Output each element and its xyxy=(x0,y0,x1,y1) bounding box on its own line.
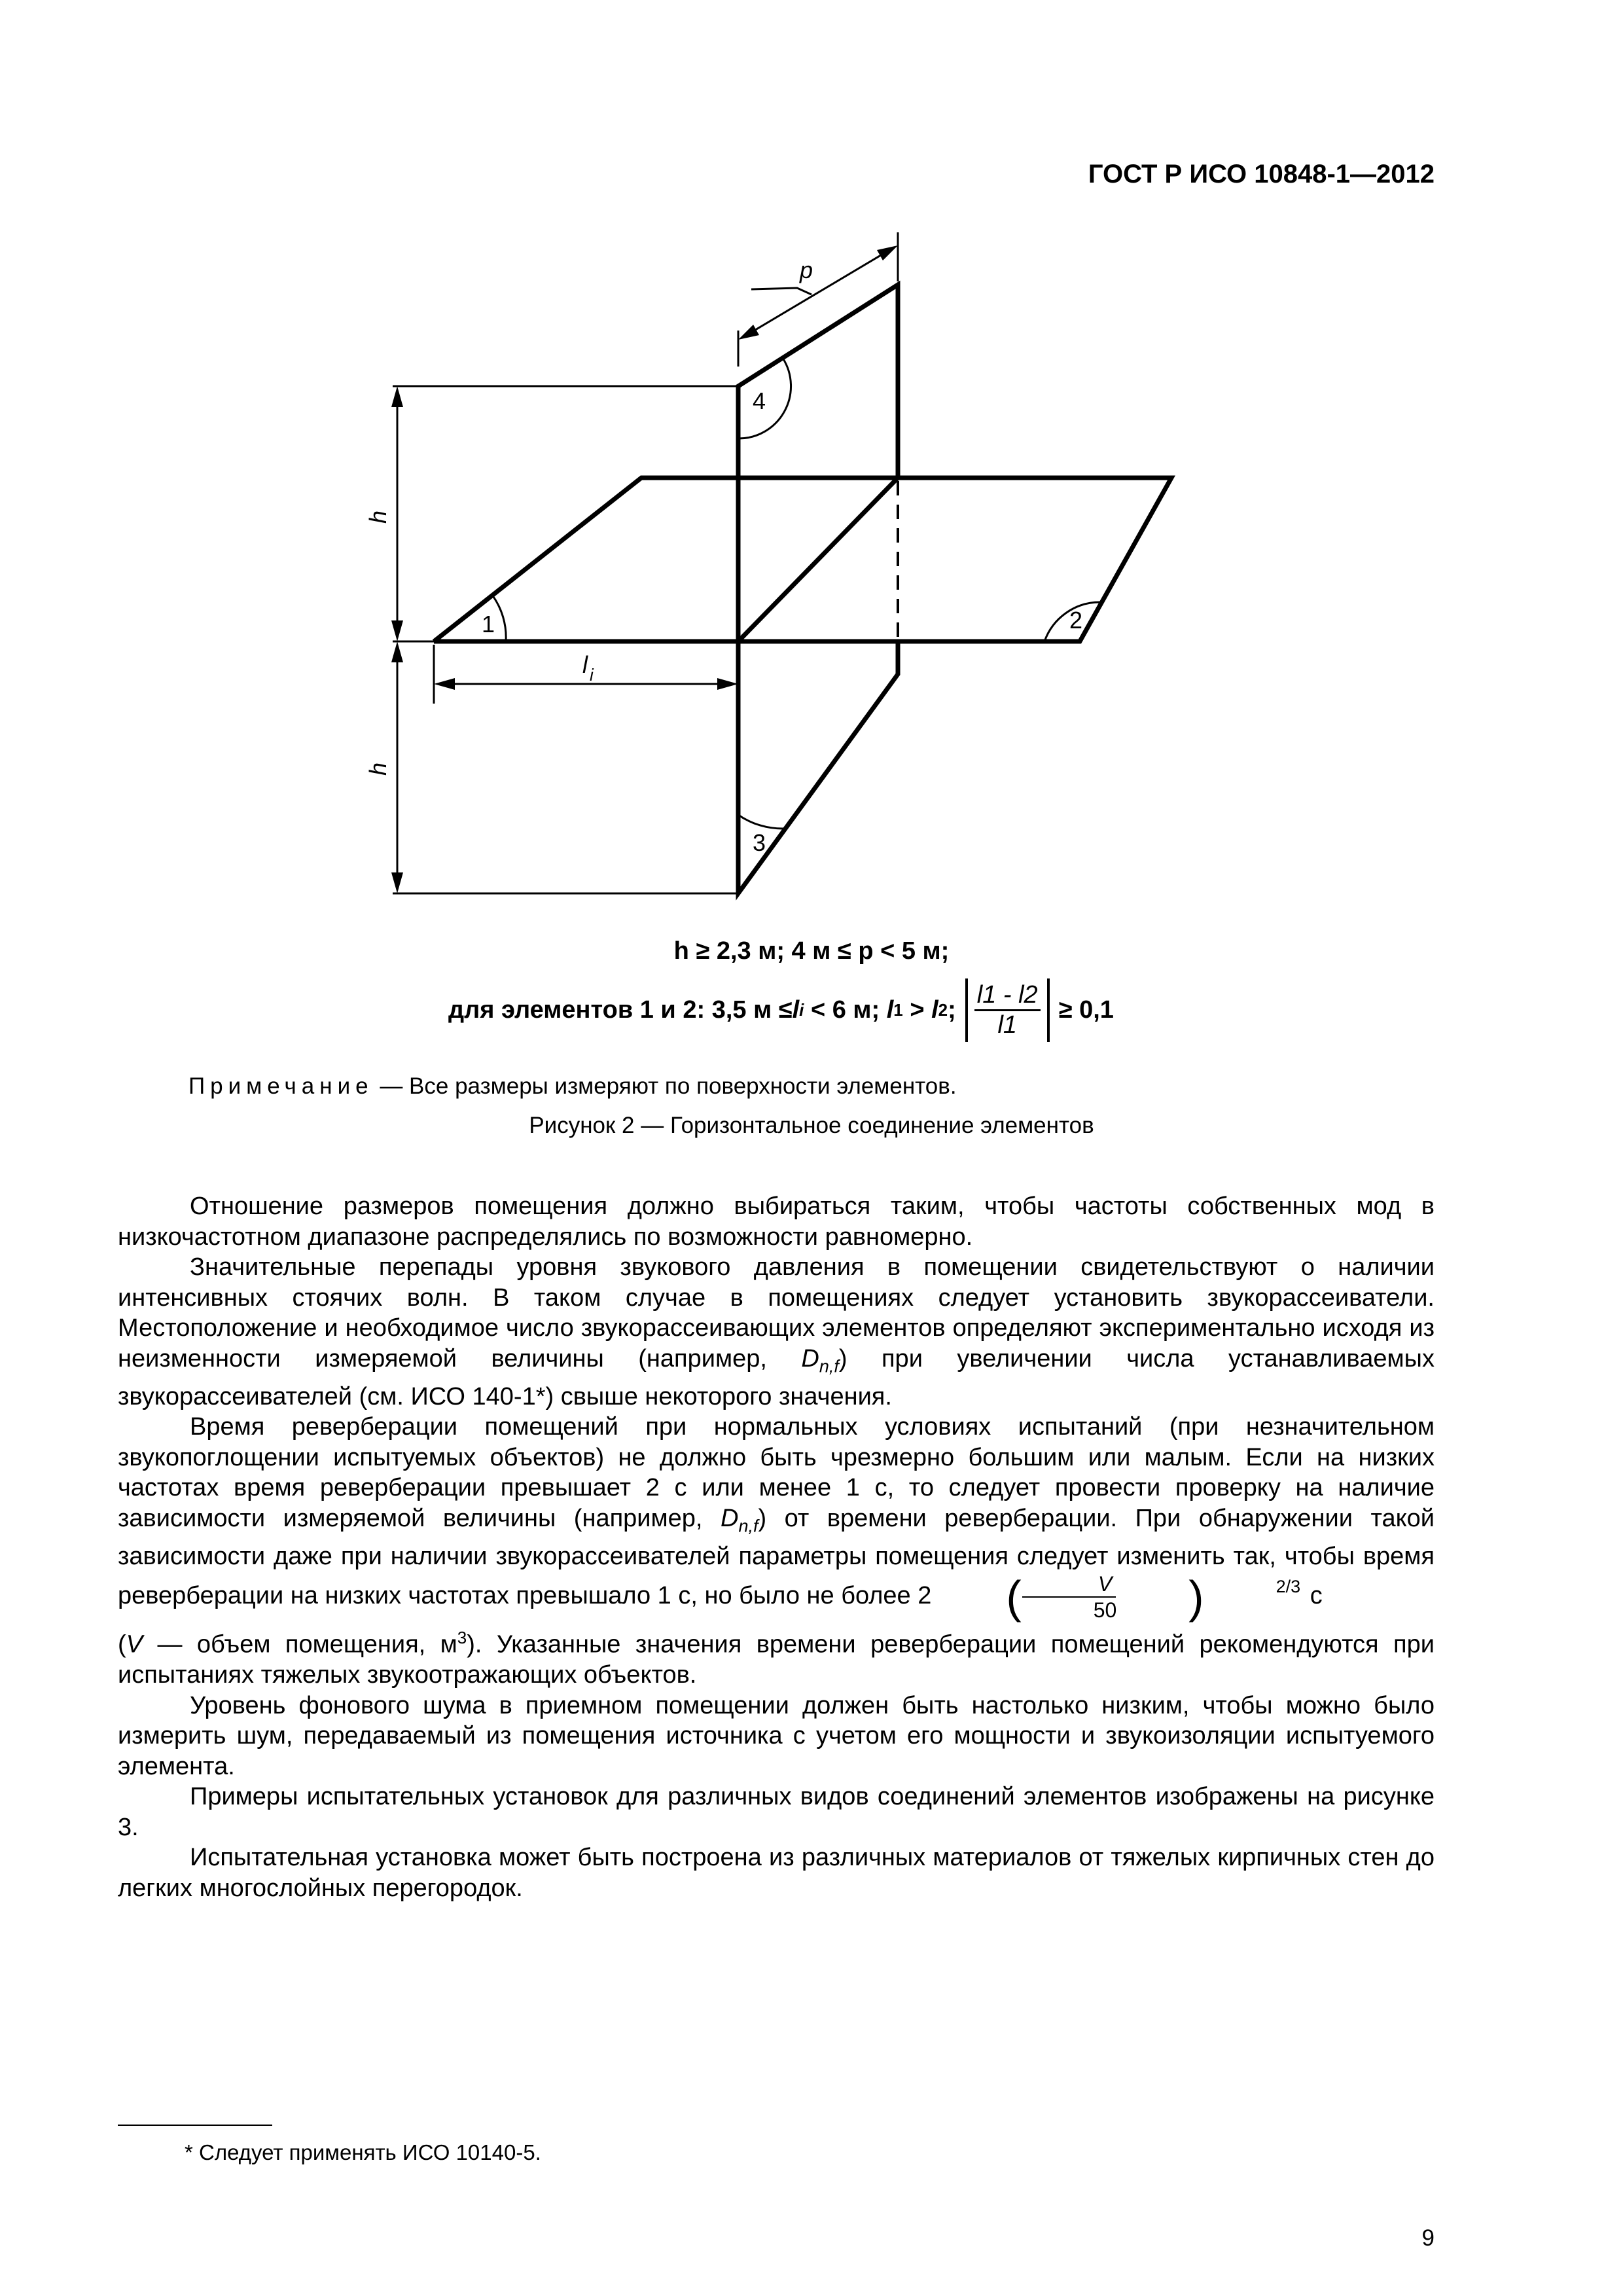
formula-l2-sub: 2 xyxy=(938,1000,948,1020)
label-element-4: 4 xyxy=(753,387,766,414)
formula-li: l xyxy=(792,996,800,1024)
label-p: p xyxy=(800,257,813,283)
formula-fraction-denominator: l1 xyxy=(997,1011,1018,1039)
p3d-text: ). Указанные значения времени реверберации помещений рекомендуются при испытаниях тяжелых звукоотражающих объектов. xyxy=(118,1630,1435,1689)
label-h-lower: h xyxy=(365,762,391,776)
figure-caption: Рисунок 2 — Горизонтальное соединение элементов xyxy=(529,1113,1094,1138)
formula-elements-1-2 xyxy=(448,978,1114,1042)
p3c-text: — объем помещения, м xyxy=(143,1630,457,1659)
p2-subscript: n,f xyxy=(819,1356,839,1376)
label-li: l xyxy=(582,651,588,678)
angle-arc-3 xyxy=(738,815,785,829)
paragraph-2-part-a: Значительные перепады уровня звукового давления в помещении свидетельствуют о наличии интенсивных стоячих волн. В таком случае в помещениях следует установить звукорассеиватели. Местоположение и необходимое число звукорассеивающих элементов определяют экспериментально исходя из неизменности измеряемой величины (например, xyxy=(118,1253,1435,1372)
arrow-p-right xyxy=(877,245,898,260)
arrow-li-left xyxy=(434,678,455,690)
formula-semicolon: ; xyxy=(948,996,956,1024)
p3c-symbol: V xyxy=(126,1630,143,1659)
junction-line xyxy=(738,478,898,641)
formula-prefix: для элементов 1 и 2: 3,5 м ≤ xyxy=(448,996,793,1024)
formula-gt: > xyxy=(902,996,932,1024)
paragraph-2-part-b: ) при увеличении числа устанавливаемых звукорассеивателей (см. ИСО 140-1*) свыше некоторого значения. xyxy=(118,1344,1435,1410)
junction-figure xyxy=(0,0,1623,916)
note-text: — Все размеры измеряют по поверхности элементов. xyxy=(380,1073,957,1099)
formula-abs-fraction xyxy=(965,978,1050,1042)
formula-l2: l xyxy=(931,996,938,1024)
footnote-rule xyxy=(118,2125,272,2126)
formula-tail: ≥ 0,1 xyxy=(1058,996,1114,1024)
dim-p xyxy=(742,247,894,338)
paragraph-6: Испытательная установка может быть построена из различных материалов от тяжелых кирпичных стен до легких многослойных перегородок. xyxy=(118,1844,1435,1902)
document-header: ГОСТ Р ИСО 10848-1—2012 xyxy=(1088,160,1435,188)
arrow-h-mid-up xyxy=(391,620,403,641)
formula-fraction-numerator: l1 - l2 xyxy=(974,981,1041,1011)
p3-fraction: ( $\frac{V}{50}$ ) $^{2/3}$ xyxy=(1006,1571,1301,1623)
body-text xyxy=(118,1191,1435,1903)
formula-l1: l xyxy=(886,996,894,1024)
paragraph-5: Примеры испытательных установок для различных видов соединений элементов изображены на рисунке 3. xyxy=(118,1783,1435,1841)
arrow-h-top xyxy=(391,386,403,407)
upper-wall-outline xyxy=(738,285,898,641)
paragraph-3-continued: (V — объем помещения, $м^3$). Указанные значения времени реверберации помещений рекомендуются при испытаниях тяжелых звукоотражающих объектов. xyxy=(118,1628,1435,1689)
p3-fraction-numerator: V xyxy=(1022,1571,1116,1598)
formula-li-sub: i xyxy=(799,1000,804,1020)
note-label: Примечание xyxy=(188,1073,374,1099)
arrow-p-left xyxy=(738,325,759,340)
paragraph-1: Отношение размеров помещения должно выбираться таким, чтобы частоты собственных мод в низкочастотном диапазоне распределялись по возможности равномерно. xyxy=(118,1193,1435,1251)
paragraph-4: Уровень фонового шума в приемном помещении должен быть настолько низким, чтобы можно было измерить шум, передаваемый из помещения источника с учетом его мощности и звукоизоляции испытуемого элемента. xyxy=(118,1691,1435,1780)
p-leader xyxy=(751,288,812,295)
figure-note xyxy=(188,1073,957,1100)
formula-conditions xyxy=(0,937,1623,965)
label-element-2: 2 xyxy=(1069,607,1083,634)
label-element-1: 1 xyxy=(482,611,495,637)
paragraph-2 xyxy=(118,1252,1435,1412)
p3-unit: с xyxy=(1303,1582,1323,1610)
p3c-superscript: 3 xyxy=(457,1628,467,1648)
label-li-subscript: i xyxy=(590,665,594,685)
arrow-li-right xyxy=(717,678,738,690)
p3-exponent: 2/3 xyxy=(1275,1577,1301,1597)
p3-symbol: D xyxy=(720,1504,739,1532)
formula-mid: < 6 м; xyxy=(804,996,887,1024)
formula-l1-sub: 1 xyxy=(893,1000,903,1020)
formula-conditions-text: h ≥ 2,3 м; 4 м ≤ p < 5 м; xyxy=(673,937,950,965)
paragraph-3-part-b: ) от времени реверберации. При обнаружении такой зависимости даже при наличии звукорассеивателей параметры помещения следует изменить так, чтобы время реверберации на низких частотах превышало 1 с, но было не более 2 xyxy=(118,1504,1435,1610)
footnote: * Следует применять ИСО 10140-5. xyxy=(185,2140,541,2164)
page-number: 9 xyxy=(1421,2225,1435,2251)
paragraph-3 xyxy=(118,1412,1435,1623)
arrow-h-mid-down xyxy=(391,641,403,662)
arrow-h-bottom xyxy=(391,872,403,893)
p3-subscript: n,f xyxy=(738,1516,758,1536)
paragraph-3-part-a: Время реверберации помещений при нормальных условиях испытаний (при незначительном звукопоглощении испытуемых объектов) не должно быть чрезмерно большим или малым. Если на низких частотах время реверберации превышает 2 с или менее 1 с, то следует провести проверку на наличие зависимости измеряемой величины (например, xyxy=(118,1413,1435,1532)
label-h-upper: h xyxy=(365,510,391,524)
label-element-3: 3 xyxy=(753,829,766,856)
p2-symbol: D xyxy=(801,1344,819,1372)
p3-fraction-denominator: 50 xyxy=(1093,1598,1117,1623)
